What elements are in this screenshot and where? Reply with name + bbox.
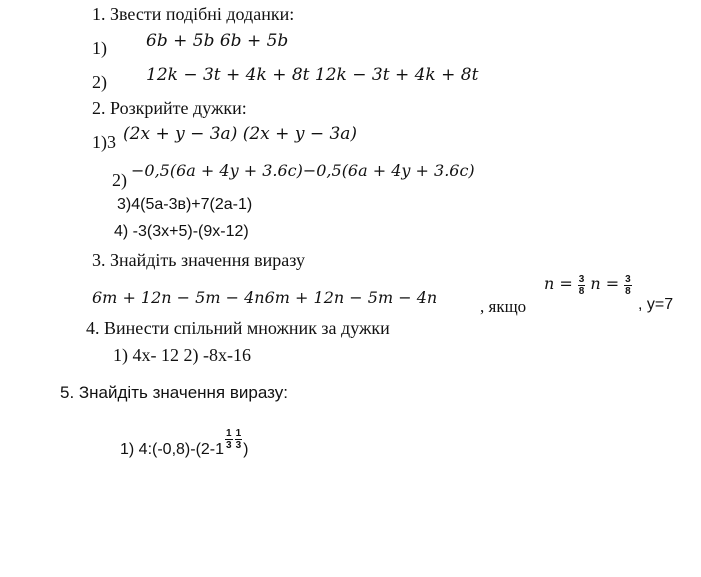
task2-item2-label: 2) — [112, 170, 127, 190]
task5-item1-suffix: ) — [243, 441, 249, 458]
task2-title: 2. Розкрийте дужки: — [92, 98, 247, 118]
task5-title: 5. Знайдіть значення виразу: — [60, 383, 288, 402]
fraction-numerator: 1 — [226, 428, 232, 439]
task2-item1-expression: (2x + y − 3a) (2x + y − 3a) — [123, 124, 358, 144]
task1-item2-label: 2) — [92, 72, 107, 92]
task1-title: 1. Звести подібні доданки: — [92, 4, 295, 24]
fraction-numerator: 3 — [625, 274, 631, 285]
task1-item2-expression: 12k − 3t + 4k + 8t 12k − 3t + 4k + 8t — [146, 65, 479, 85]
task2-item1-label: 1)3 — [92, 132, 116, 152]
fraction-one-third-2 — [235, 428, 243, 451]
fraction-numerator: 3 — [578, 274, 585, 285]
task1-item1-label: 1) — [92, 38, 107, 58]
fraction-one-third-1 — [225, 428, 233, 451]
fraction-three-eighths-1 — [578, 274, 586, 297]
task4-title: 4. Винести спільний множник за дужки — [86, 318, 390, 338]
fraction-numerator: 1 — [235, 428, 242, 439]
task3-condition-word: , якщо — [480, 297, 527, 316]
task2-item3: 3)4(5а-3в)+7(2а-1) — [117, 196, 253, 213]
task3-title: 3. Знайдіть значення виразу — [92, 250, 305, 270]
task5-item1 — [120, 428, 249, 464]
task3-n-value — [544, 274, 633, 297]
fraction-one-third-pair — [224, 428, 243, 451]
fraction-denominator: 8 — [625, 286, 631, 297]
task2-item4: 4) -3(3х+5)-(9х-12) — [114, 223, 249, 240]
task3-y-value: , у=7 — [638, 296, 674, 313]
fraction-denominator: 3 — [226, 440, 232, 451]
task4-items: 1) 4х- 12 2) -8х-16 — [113, 345, 251, 365]
fraction-denominator: 8 — [578, 286, 585, 297]
n-equals-label-2: n = — [590, 274, 620, 294]
task3-expression: 6m + 12n − 5m − 4n6m + 12n − 5m − 4n — [92, 288, 438, 307]
task1-item1-expression: 6b + 5b 6b + 5b — [146, 31, 289, 51]
n-equals-label-1: n = — [544, 274, 573, 294]
task5-item1-prefix: 1) 4:(-0,8)-(2-1 — [120, 441, 225, 458]
fraction-denominator: 3 — [235, 440, 242, 451]
task2-item2-expression: −0,5(6a + 4y + 3.6c)−0,5(6a + 4y + 3.6c) — [131, 161, 475, 180]
fraction-three-eighths-2 — [624, 274, 632, 297]
